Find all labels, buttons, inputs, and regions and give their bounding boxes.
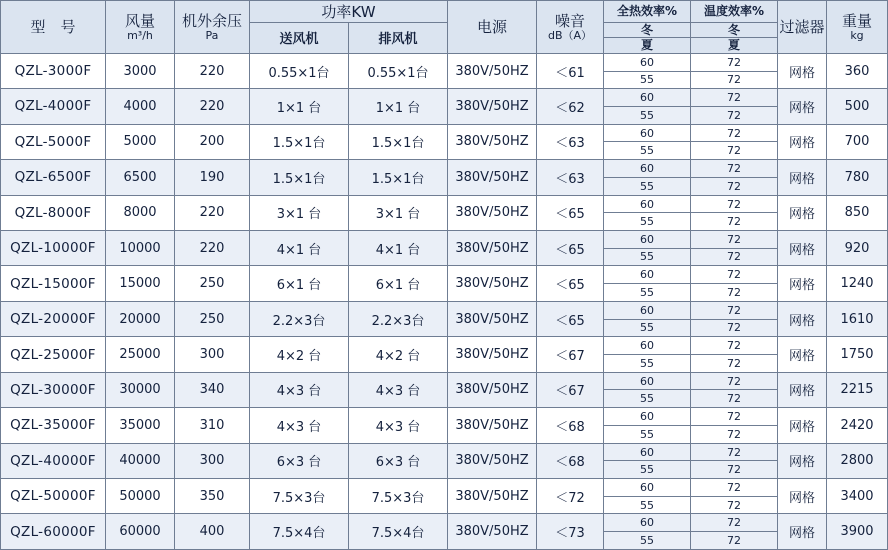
cell-filter: 网格 bbox=[778, 408, 827, 443]
cell-model: QZL-60000F bbox=[1, 514, 106, 550]
cell-power-supply: 380V/50HZ bbox=[448, 337, 537, 372]
cell-pressure: 310 bbox=[175, 408, 250, 443]
cell-supply-fan: 3×1 台 bbox=[250, 195, 349, 230]
column-header-model: 型 号 bbox=[1, 1, 106, 54]
cell-total-efficiency bbox=[604, 53, 691, 88]
cell-weight: 1610 bbox=[827, 301, 888, 336]
column-header-airflow bbox=[106, 1, 175, 54]
cell-temp-eff-summer: 72 bbox=[727, 108, 741, 122]
cell-weight: 3400 bbox=[827, 479, 888, 514]
cell-filter: 网格 bbox=[778, 230, 827, 265]
cell-filter: 网格 bbox=[778, 479, 827, 514]
cell-model: QZL-30000F bbox=[1, 372, 106, 407]
cell-exhaust-fan: 1.5×1台 bbox=[349, 124, 448, 159]
cell-temp-efficiency bbox=[691, 337, 778, 372]
table-row bbox=[1, 514, 888, 550]
cell-model: QZL-6500F bbox=[1, 160, 106, 195]
cell-exhaust-fan: 6×1 台 bbox=[349, 266, 448, 301]
cell-supply-fan: 4×1 台 bbox=[250, 230, 349, 265]
cell-temp-eff-summer: 72 bbox=[727, 179, 741, 193]
cell-temp-eff-winter: 72 bbox=[691, 267, 777, 285]
column-header-airflow-unit: m³/h bbox=[127, 28, 153, 42]
cell-temp-eff-summer: 72 bbox=[727, 285, 741, 299]
cell-power-supply: 380V/50HZ bbox=[448, 89, 537, 124]
cell-supply-fan: 4×2 台 bbox=[250, 337, 349, 372]
cell-weight: 1240 bbox=[827, 266, 888, 301]
cell-noise: ＜65 bbox=[537, 266, 604, 301]
cell-weight: 500 bbox=[827, 89, 888, 124]
cell-total-eff-winter: 60 bbox=[604, 125, 690, 143]
cell-filter: 网格 bbox=[778, 337, 827, 372]
cell-airflow: 50000 bbox=[106, 479, 175, 514]
cell-filter: 网格 bbox=[778, 266, 827, 301]
cell-pressure: 220 bbox=[175, 230, 250, 265]
cell-exhaust-fan: 0.55×1台 bbox=[349, 53, 448, 88]
cell-exhaust-fan: 3×1 台 bbox=[349, 195, 448, 230]
column-header-weight-unit: kg bbox=[850, 28, 864, 42]
cell-exhaust-fan: 2.2×3台 bbox=[349, 301, 448, 336]
cell-noise: ＜65 bbox=[537, 301, 604, 336]
cell-noise: ＜63 bbox=[537, 124, 604, 159]
cell-total-efficiency bbox=[604, 372, 691, 407]
column-header-power-supply: 电源 bbox=[448, 1, 537, 54]
cell-total-eff-summer: 55 bbox=[640, 356, 654, 370]
cell-total-eff-winter: 60 bbox=[604, 479, 690, 497]
cell-filter: 网格 bbox=[778, 514, 827, 550]
cell-temp-efficiency bbox=[691, 443, 778, 478]
column-header-total-efficiency: 全热效率% bbox=[604, 1, 691, 23]
cell-temp-eff-winter: 72 bbox=[691, 338, 777, 356]
cell-exhaust-fan: 6×3 台 bbox=[349, 443, 448, 478]
cell-total-eff-winter: 60 bbox=[604, 160, 690, 178]
cell-exhaust-fan: 4×3 台 bbox=[349, 408, 448, 443]
cell-pressure: 300 bbox=[175, 443, 250, 478]
cell-supply-fan: 1.5×1台 bbox=[250, 124, 349, 159]
cell-noise: ＜62 bbox=[537, 89, 604, 124]
cell-temp-eff-summer: 72 bbox=[727, 427, 741, 441]
column-header-temp-eff-summer: 夏 bbox=[691, 38, 778, 53]
cell-model: QZL-4000F bbox=[1, 89, 106, 124]
column-header-temp-eff-winter: 冬 bbox=[691, 23, 778, 38]
cell-power-supply: 380V/50HZ bbox=[448, 230, 537, 265]
column-header-noise-unit: dB（A） bbox=[547, 28, 593, 42]
cell-model: QZL-10000F bbox=[1, 230, 106, 265]
cell-total-efficiency bbox=[604, 124, 691, 159]
cell-total-efficiency bbox=[604, 514, 691, 550]
cell-model: QZL-40000F bbox=[1, 443, 106, 478]
cell-total-eff-winter: 60 bbox=[604, 267, 690, 285]
cell-exhaust-fan: 4×1 台 bbox=[349, 230, 448, 265]
table-row bbox=[1, 408, 888, 443]
cell-temp-eff-winter: 72 bbox=[691, 444, 777, 462]
cell-filter: 网格 bbox=[778, 301, 827, 336]
column-header-pressure bbox=[175, 1, 250, 54]
cell-temp-eff-winter: 72 bbox=[691, 302, 777, 320]
cell-noise: ＜72 bbox=[537, 479, 604, 514]
cell-pressure: 400 bbox=[175, 514, 250, 550]
cell-pressure: 350 bbox=[175, 479, 250, 514]
cell-total-efficiency bbox=[604, 160, 691, 195]
cell-model: QZL-50000F bbox=[1, 479, 106, 514]
cell-exhaust-fan: 1.5×1台 bbox=[349, 160, 448, 195]
cell-temp-eff-winter: 72 bbox=[691, 408, 777, 426]
table-row bbox=[1, 443, 888, 478]
cell-supply-fan: 7.5×3台 bbox=[250, 479, 349, 514]
cell-temp-eff-winter: 72 bbox=[691, 515, 777, 533]
cell-temp-eff-summer: 72 bbox=[727, 144, 741, 158]
cell-pressure: 340 bbox=[175, 372, 250, 407]
cell-total-eff-summer: 55 bbox=[640, 285, 654, 299]
cell-total-eff-winter: 60 bbox=[604, 515, 690, 533]
cell-total-efficiency bbox=[604, 89, 691, 124]
cell-power-supply: 380V/50HZ bbox=[448, 160, 537, 195]
cell-temp-eff-winter: 72 bbox=[691, 160, 777, 178]
cell-supply-fan: 7.5×4台 bbox=[250, 514, 349, 550]
cell-airflow: 3000 bbox=[106, 53, 175, 88]
cell-power-supply: 380V/50HZ bbox=[448, 514, 537, 550]
cell-weight: 1750 bbox=[827, 337, 888, 372]
cell-weight: 2800 bbox=[827, 443, 888, 478]
column-header-weight bbox=[827, 1, 888, 54]
cell-airflow: 10000 bbox=[106, 230, 175, 265]
cell-model: QZL-15000F bbox=[1, 266, 106, 301]
cell-weight: 360 bbox=[827, 53, 888, 88]
cell-total-eff-winter: 60 bbox=[604, 231, 690, 249]
cell-airflow: 6500 bbox=[106, 160, 175, 195]
column-header-noise-label: 噪音 bbox=[554, 11, 585, 30]
table-row bbox=[1, 89, 888, 124]
cell-noise: ＜63 bbox=[537, 160, 604, 195]
cell-power-supply: 380V/50HZ bbox=[448, 124, 537, 159]
cell-total-eff-winter: 60 bbox=[604, 89, 690, 107]
cell-weight: 3900 bbox=[827, 514, 888, 550]
table-row bbox=[1, 479, 888, 514]
column-header-exhaust-fan: 排风机 bbox=[349, 23, 448, 54]
table-row bbox=[1, 195, 888, 230]
cell-model: QZL-8000F bbox=[1, 195, 106, 230]
cell-airflow: 40000 bbox=[106, 443, 175, 478]
cell-temp-eff-summer: 72 bbox=[727, 321, 741, 335]
cell-total-eff-summer: 55 bbox=[640, 463, 654, 477]
cell-total-eff-summer: 55 bbox=[640, 321, 654, 335]
cell-total-eff-summer: 55 bbox=[640, 250, 654, 264]
cell-airflow: 8000 bbox=[106, 195, 175, 230]
cell-total-efficiency bbox=[604, 337, 691, 372]
cell-pressure: 220 bbox=[175, 53, 250, 88]
cell-temp-efficiency bbox=[691, 124, 778, 159]
cell-total-efficiency bbox=[604, 266, 691, 301]
cell-noise: ＜67 bbox=[537, 372, 604, 407]
cell-temp-eff-summer: 72 bbox=[727, 463, 741, 477]
cell-temp-eff-summer: 72 bbox=[727, 498, 741, 512]
cell-temp-eff-winter: 72 bbox=[691, 373, 777, 391]
cell-total-efficiency bbox=[604, 230, 691, 265]
cell-model: QZL-20000F bbox=[1, 301, 106, 336]
cell-power-supply: 380V/50HZ bbox=[448, 301, 537, 336]
cell-weight: 700 bbox=[827, 124, 888, 159]
cell-pressure: 250 bbox=[175, 301, 250, 336]
cell-temp-eff-winter: 72 bbox=[691, 54, 777, 72]
cell-supply-fan: 1×1 台 bbox=[250, 89, 349, 124]
cell-filter: 网格 bbox=[778, 195, 827, 230]
cell-supply-fan: 6×1 台 bbox=[250, 266, 349, 301]
cell-model: QZL-25000F bbox=[1, 337, 106, 372]
cell-temp-eff-winter: 72 bbox=[691, 479, 777, 497]
cell-supply-fan: 0.55×1台 bbox=[250, 53, 349, 88]
cell-temp-efficiency bbox=[691, 479, 778, 514]
cell-temp-efficiency bbox=[691, 160, 778, 195]
cell-total-eff-summer: 55 bbox=[640, 392, 654, 406]
cell-pressure: 200 bbox=[175, 124, 250, 159]
cell-pressure: 220 bbox=[175, 195, 250, 230]
cell-exhaust-fan: 7.5×3台 bbox=[349, 479, 448, 514]
cell-airflow: 60000 bbox=[106, 514, 175, 550]
cell-airflow: 4000 bbox=[106, 89, 175, 124]
cell-supply-fan: 4×3 台 bbox=[250, 408, 349, 443]
cell-exhaust-fan: 4×3 台 bbox=[349, 372, 448, 407]
cell-temp-efficiency bbox=[691, 89, 778, 124]
table-row bbox=[1, 124, 888, 159]
cell-power-supply: 380V/50HZ bbox=[448, 479, 537, 514]
cell-total-efficiency bbox=[604, 443, 691, 478]
column-header-weight-label: 重量 bbox=[841, 11, 872, 30]
cell-total-eff-winter: 60 bbox=[604, 338, 690, 356]
cell-weight: 2215 bbox=[827, 372, 888, 407]
cell-temp-efficiency bbox=[691, 53, 778, 88]
cell-filter: 网格 bbox=[778, 124, 827, 159]
table-header bbox=[1, 1, 888, 54]
cell-temp-eff-summer: 72 bbox=[727, 73, 741, 87]
cell-airflow: 35000 bbox=[106, 408, 175, 443]
cell-supply-fan: 6×3 台 bbox=[250, 443, 349, 478]
cell-weight: 2420 bbox=[827, 408, 888, 443]
cell-power-supply: 380V/50HZ bbox=[448, 443, 537, 478]
cell-total-efficiency bbox=[604, 195, 691, 230]
column-header-power-group: 功率KW bbox=[250, 1, 448, 23]
cell-temp-eff-winter: 72 bbox=[691, 231, 777, 249]
cell-power-supply: 380V/50HZ bbox=[448, 266, 537, 301]
cell-model: QZL-3000F bbox=[1, 53, 106, 88]
cell-airflow: 5000 bbox=[106, 124, 175, 159]
column-header-noise bbox=[537, 1, 604, 54]
table-row bbox=[1, 301, 888, 336]
header-row-primary bbox=[1, 1, 888, 23]
cell-model: QZL-5000F bbox=[1, 124, 106, 159]
cell-airflow: 25000 bbox=[106, 337, 175, 372]
cell-total-eff-winter: 60 bbox=[604, 196, 690, 214]
cell-pressure: 300 bbox=[175, 337, 250, 372]
cell-total-eff-winter: 60 bbox=[604, 302, 690, 320]
cell-noise: ＜68 bbox=[537, 408, 604, 443]
table-row bbox=[1, 372, 888, 407]
cell-temp-eff-summer: 72 bbox=[727, 215, 741, 228]
cell-total-eff-summer: 55 bbox=[640, 108, 654, 122]
column-header-temp-efficiency: 温度效率% bbox=[691, 1, 778, 23]
cell-power-supply: 380V/50HZ bbox=[448, 372, 537, 407]
cell-temp-eff-summer: 72 bbox=[727, 250, 741, 264]
cell-airflow: 30000 bbox=[106, 372, 175, 407]
cell-weight: 780 bbox=[827, 160, 888, 195]
cell-temp-eff-summer: 72 bbox=[727, 356, 741, 370]
cell-temp-efficiency bbox=[691, 195, 778, 230]
cell-airflow: 15000 bbox=[106, 266, 175, 301]
column-header-total-eff-winter: 冬 bbox=[604, 23, 691, 38]
cell-pressure: 190 bbox=[175, 160, 250, 195]
cell-noise: ＜73 bbox=[537, 514, 604, 550]
table-row bbox=[1, 266, 888, 301]
cell-temp-efficiency bbox=[691, 266, 778, 301]
cell-supply-fan: 2.2×3台 bbox=[250, 301, 349, 336]
cell-total-eff-summer: 55 bbox=[640, 179, 654, 193]
column-header-total-eff-summer: 夏 bbox=[604, 38, 691, 53]
cell-filter: 网格 bbox=[778, 372, 827, 407]
cell-weight: 850 bbox=[827, 195, 888, 230]
cell-power-supply: 380V/50HZ bbox=[448, 408, 537, 443]
cell-total-eff-summer: 55 bbox=[640, 215, 654, 228]
cell-temp-efficiency bbox=[691, 230, 778, 265]
cell-airflow: 20000 bbox=[106, 301, 175, 336]
cell-total-eff-summer: 55 bbox=[640, 533, 654, 547]
table-body bbox=[1, 53, 888, 549]
cell-total-eff-summer: 55 bbox=[640, 427, 654, 441]
cell-exhaust-fan: 1×1 台 bbox=[349, 89, 448, 124]
cell-total-efficiency bbox=[604, 479, 691, 514]
table-row bbox=[1, 337, 888, 372]
cell-total-efficiency bbox=[604, 408, 691, 443]
cell-noise: ＜68 bbox=[537, 443, 604, 478]
cell-temp-eff-winter: 72 bbox=[691, 89, 777, 107]
cell-temp-efficiency bbox=[691, 301, 778, 336]
cell-pressure: 220 bbox=[175, 89, 250, 124]
cell-weight: 920 bbox=[827, 230, 888, 265]
cell-temp-eff-summer: 72 bbox=[727, 533, 741, 547]
cell-total-eff-summer: 55 bbox=[640, 73, 654, 87]
column-header-pressure-label: 机外余压 bbox=[181, 11, 242, 30]
cell-total-eff-winter: 60 bbox=[604, 408, 690, 426]
cell-temp-eff-winter: 72 bbox=[691, 125, 777, 143]
column-header-pressure-unit: Pa bbox=[205, 28, 219, 42]
table-row bbox=[1, 160, 888, 195]
cell-filter: 网格 bbox=[778, 53, 827, 88]
cell-total-eff-summer: 55 bbox=[640, 498, 654, 512]
cell-noise: ＜61 bbox=[537, 53, 604, 88]
cell-power-supply: 380V/50HZ bbox=[448, 53, 537, 88]
cell-exhaust-fan: 7.5×4台 bbox=[349, 514, 448, 550]
cell-total-eff-winter: 60 bbox=[604, 444, 690, 462]
column-header-supply-fan: 送风机 bbox=[250, 23, 349, 54]
cell-total-efficiency bbox=[604, 301, 691, 336]
cell-temp-efficiency bbox=[691, 372, 778, 407]
cell-supply-fan: 1.5×1台 bbox=[250, 160, 349, 195]
cell-filter: 网格 bbox=[778, 160, 827, 195]
cell-power-supply: 380V/50HZ bbox=[448, 195, 537, 230]
column-header-airflow-label: 风量 bbox=[124, 11, 155, 30]
table-row bbox=[1, 230, 888, 265]
cell-model: QZL-35000F bbox=[1, 408, 106, 443]
table-row bbox=[1, 53, 888, 88]
cell-temp-efficiency bbox=[691, 408, 778, 443]
cell-temp-eff-winter: 72 bbox=[691, 196, 777, 214]
cell-supply-fan: 4×3 台 bbox=[250, 372, 349, 407]
cell-noise: ＜67 bbox=[537, 337, 604, 372]
cell-exhaust-fan: 4×2 台 bbox=[349, 337, 448, 372]
cell-noise: ＜65 bbox=[537, 195, 604, 230]
cell-pressure: 250 bbox=[175, 266, 250, 301]
cell-total-eff-summer: 55 bbox=[640, 144, 654, 158]
cell-temp-eff-summer: 72 bbox=[727, 392, 741, 406]
cell-total-eff-winter: 60 bbox=[604, 54, 690, 72]
cell-noise: ＜65 bbox=[537, 230, 604, 265]
column-header-filter: 过滤器 bbox=[778, 1, 827, 54]
cell-total-eff-winter: 60 bbox=[604, 373, 690, 391]
cell-temp-efficiency bbox=[691, 514, 778, 550]
cell-filter: 网格 bbox=[778, 89, 827, 124]
cell-filter: 网格 bbox=[778, 443, 827, 478]
